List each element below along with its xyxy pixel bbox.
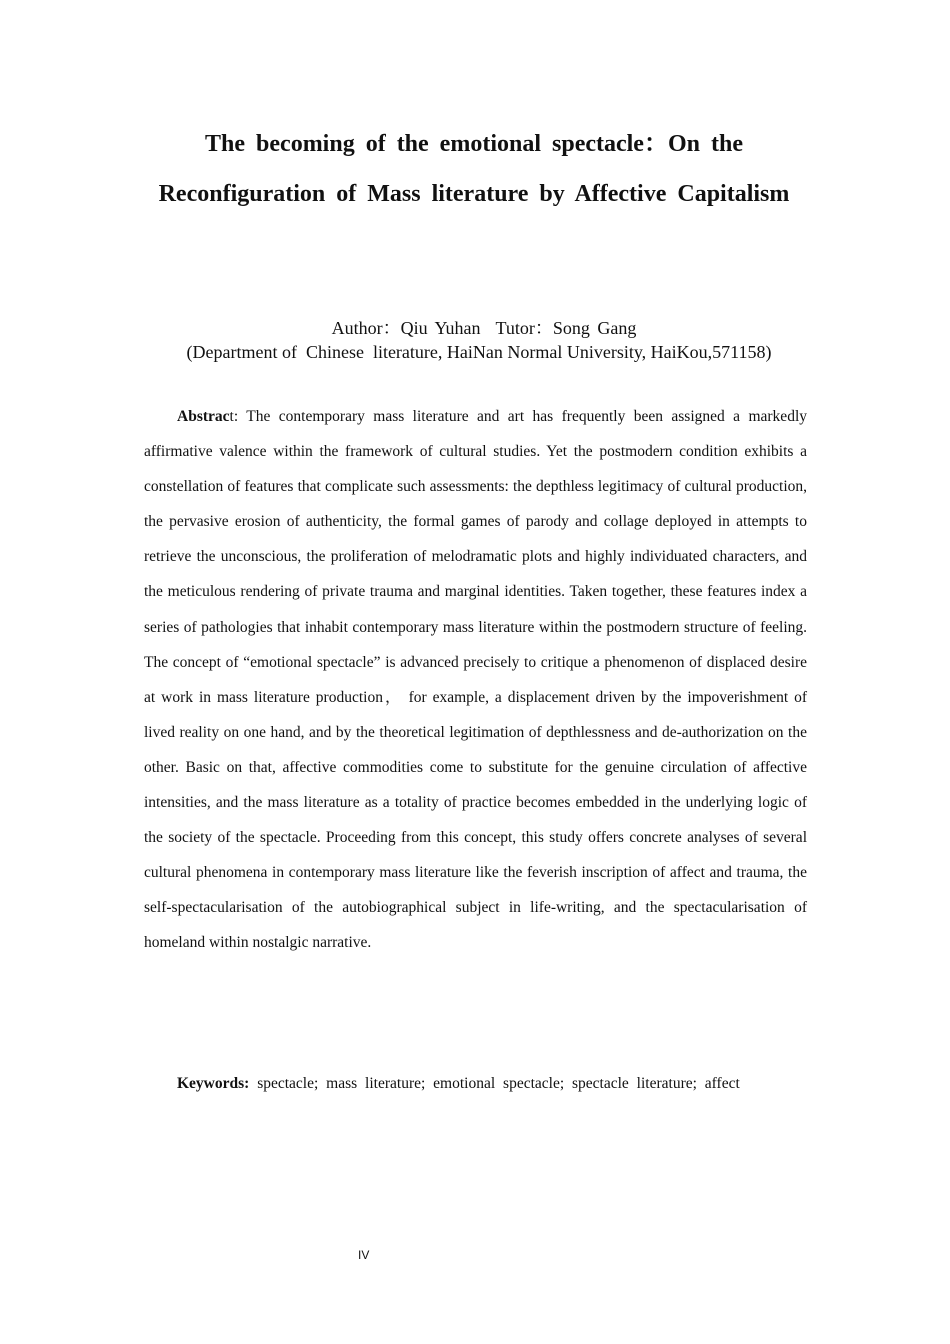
abstract-label-suffix: t: (229, 408, 247, 425)
keywords-label: Keywords: (177, 1075, 250, 1092)
abstract-paragraph (144, 399, 807, 961)
abstract-label: Abstrac (177, 408, 230, 425)
keywords-text: spectacle; mass literature; emotional spectacle; spectacle literature; affect (249, 1075, 740, 1092)
abstract-text: The contemporary mass literature and art has frequently been assigned a markedly affirmative valence within the framework of cultural studies. Yet the postmodern condition exhibits a constellation of features that complicate such assessments: the depthless legitimacy of cultural production, the pervasive erosion of authenticity, the formal games of parody and collage deployed in attempts to retrieve the unconscious, the proliferation of melodramatic plots and highly individuated characters, and the meticulous rendering of private trauma and marginal identities. Taken together, these features index a series of pathologies that inhabit contemporary mass literature within the postmodern structure of feeling. The concept of “emotional spectacle” is advanced precisely to critique a phenomenon of displaced desire at work in mass literature production， for example, a displacement driven by the impoverishment of lived reality on one hand, and by the theoretical legitimation of depthlessness and de-authorization on the other. Basic on that, affective commodities come to substitute for the genuine circulation of affective intensities, and the mass literature as a totality of practice becomes embedded in the underlying logic of the society of the spectacle. Proceeding from this concept, this study offers concrete analyses of several cultural phenomena in contemporary mass literature like the feverish inscription of affect and trauma, the self-spectacularisation of the autobiographical subject in life-writing, and the spectacularisation of homeland within nostalgic narrative. (144, 408, 807, 952)
department-line: (Department of Chinese literature, HaiNan Normal University, HaiKou,571158) (186, 342, 772, 362)
author-line: Author：Qiu Yuhan Tutor：Song Gang (331, 318, 637, 338)
keywords-line (177, 1071, 817, 1097)
paper-title: The becoming of the emotional spectacle：On the Reconfiguration of Mass literature by Affective Capitalism (158, 131, 790, 207)
page-number: IV (358, 1248, 370, 1262)
